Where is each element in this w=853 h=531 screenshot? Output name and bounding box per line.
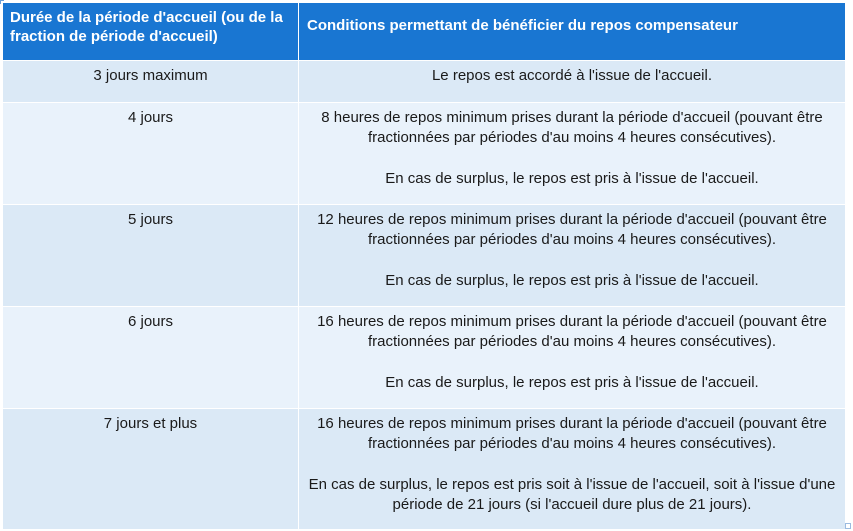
table-row — [3, 307, 845, 409]
header-duration: Durée de la période d'accueil (ou de la fraction de période d'accueil) — [3, 3, 299, 60]
conditions-cell — [299, 205, 845, 306]
condition-text: 12 heures de repos minimum prises durant la période d'accueil (pouvant être fractionnées par périodes d'au moins 4 heures consécutives). — [317, 211, 827, 248]
table-row — [3, 103, 845, 205]
condition-surplus-text: En cas de surplus, le repos est pris à l'issue de l'accueil. — [385, 272, 759, 289]
condition-surplus-text: En cas de surplus, le repos est pris soit à l'issue de l'accueil, soit à l'issue d'une période de 21 jours (si l'accueil dure plus de 21 jours). — [308, 476, 836, 513]
conditions-cell — [299, 307, 845, 408]
table-row — [3, 61, 845, 103]
condition-text: 16 heures de repos minimum prises durant la période d'accueil (pouvant être fractionnées par périodes d'au moins 4 heures consécutives). — [317, 415, 827, 452]
conditions-cell — [299, 409, 845, 529]
header-conditions: Conditions permettant de bénéficier du repos compensateur — [307, 17, 738, 34]
conditions-cell — [299, 103, 845, 204]
duration-cell: 4 jours — [3, 103, 299, 204]
resize-handle-icon[interactable] — [845, 523, 851, 529]
table-row — [3, 409, 845, 530]
duration-cell: 5 jours — [3, 205, 299, 306]
condition-surplus-text: En cas de surplus, le repos est pris à l'issue de l'accueil. — [385, 170, 759, 187]
duration-cell: 6 jours — [3, 307, 299, 408]
duration-cell: 7 jours et plus — [3, 409, 299, 529]
table-row — [3, 205, 845, 307]
conditions-cell — [299, 61, 845, 102]
condition-text: 8 heures de repos minimum prises durant la période d'accueil (pouvant être fractionnées par périodes d'au moins 4 heures consécutives). — [321, 109, 823, 146]
duration-cell: 3 jours maximum — [3, 61, 299, 102]
condition-text: Le repos est accordé à l'issue de l'accueil. — [431, 67, 713, 84]
rest-conditions-table — [3, 3, 845, 530]
condition-surplus-text: En cas de surplus, le repos est pris à l'issue de l'accueil. — [385, 374, 759, 391]
condition-text: 16 heures de repos minimum prises durant la période d'accueil (pouvant être fractionnées par périodes d'au moins 4 heures consécutives). — [317, 313, 827, 350]
table-header-row — [3, 3, 845, 61]
